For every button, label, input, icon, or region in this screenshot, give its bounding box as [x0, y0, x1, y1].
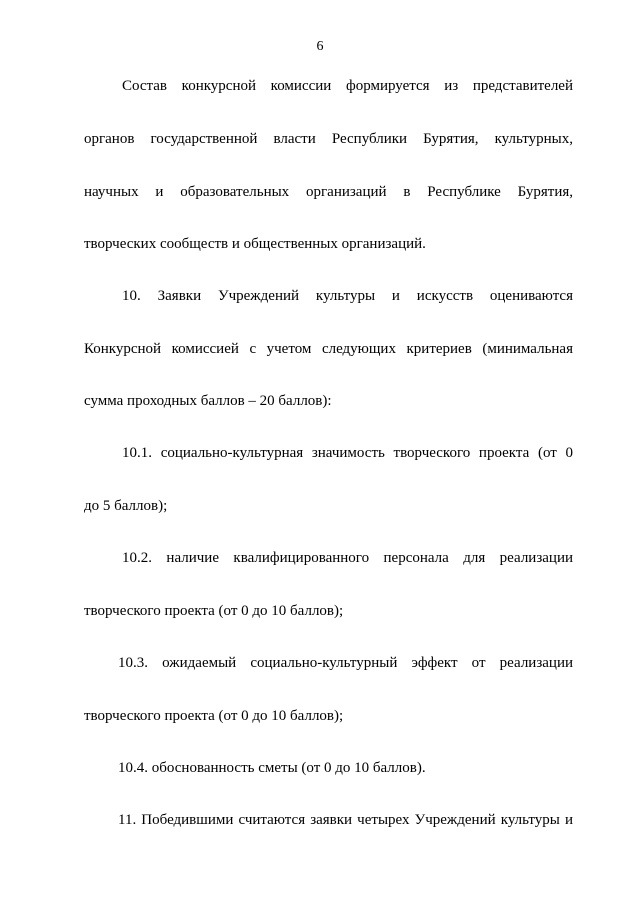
- text-line-11: творческого проекта (от 0 до 10 баллов);: [84, 603, 344, 619]
- text-line-9: до 5 баллов);: [84, 498, 168, 514]
- text-line-1: Состав конкурсной комиссии формируется из представителей: [122, 78, 573, 94]
- text-line-2: органов государственной власти Республики Бурятия, культурных,: [84, 131, 573, 147]
- text-line-7: сумма проходных баллов – 20 баллов):: [84, 393, 332, 409]
- text-line-5: 10. Заявки Учреждений культуры и искусств оцениваются: [122, 288, 573, 304]
- text-line-4: творческих сообществ и общественных организаций.: [84, 236, 426, 252]
- text-line-14: 10.4. обоснованность сметы (от 0 до 10 баллов).: [118, 760, 426, 776]
- text-line-12: 10.3. ожидаемый социально-культурный эффект от реализации: [118, 655, 573, 671]
- page-number: 6: [316, 39, 324, 54]
- text-line-15: 11. Победившими считаются заявки четырех Учреждений культуры и: [118, 812, 573, 828]
- text-line-6: Конкурсной комиссией с учетом следующих критериев (минимальная: [84, 341, 573, 357]
- text-line-13: творческого проекта (от 0 до 10 баллов);: [84, 708, 344, 724]
- text-line-8: 10.1. социально-культурная значимость творческого проекта (от 0: [122, 445, 573, 461]
- text-line-10: 10.2. наличие квалифицированного персонала для реализации: [122, 550, 573, 566]
- text-line-3: научных и образовательных организаций в Республике Бурятия,: [84, 184, 573, 200]
